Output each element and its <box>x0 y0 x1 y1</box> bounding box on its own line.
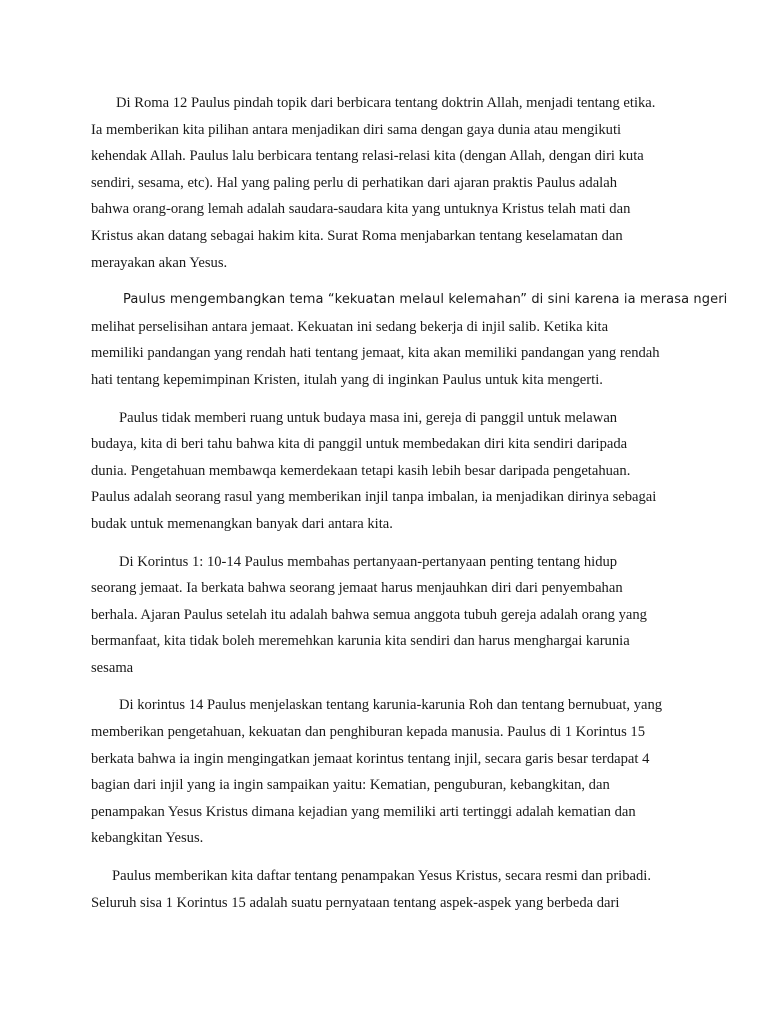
text-line: memberikan pengetahuan, kekuatan dan penghiburan kepada manusia. Paulus di 1 Korintus 15 <box>91 724 646 741</box>
text-line: Seluruh sisa 1 Korintus 15 adalah suatu pernyataan tentang aspek-aspek yang berbeda dari <box>91 894 620 911</box>
text-line: Di korintus 14 Paulus menjelaskan tentang karunia-karunia Roh dan tentang bernubuat, yang <box>119 697 663 714</box>
text-line: Kristus akan datang sebagai hakim kita. Surat Roma menjabarkan tentang keselamatan dan <box>91 227 623 244</box>
document-body <box>91 90 728 927</box>
text-line: bagian dari injil yang ia ingin sampaikan yaitu: Kematian, penguburan, kebangkitan, dan <box>91 777 610 794</box>
text-line: melihat perselisihan antara jemaat. Kekuatan ini sedang bekerja di injil salib. Ketika kita <box>91 318 609 335</box>
text-line: Di Korintus 1: 10-14 Paulus membahas pertanyaan-pertanyaan penting tentang hidup <box>119 553 618 570</box>
text-line: budak untuk memenangkan banyak dari antara kita. <box>91 515 393 532</box>
text-line: hati tentang kepemimpinan Kristen, itulah yang di inginkan Paulus untuk kita mengerti. <box>91 371 603 388</box>
text-line: merayakan akan Yesus. <box>91 254 228 271</box>
text-line: seorang jemaat. Ia berkata bahwa seorang jemaat harus menjauhkan diri dari penyembahan <box>91 580 623 597</box>
text-line: Paulus tidak memberi ruang untuk budaya masa ini, gereja di panggil untuk melawan <box>119 409 618 426</box>
text-line: Paulus mengembangkan tema “kekuatan melaul kelemahan” di sini karena ia merasa ngeri <box>123 292 728 308</box>
text-line: berkata bahwa ia ingin mengingatkan jemaat korintus tentang injil, secara garis besar terdapat 4 <box>91 750 650 767</box>
text-line: Ia memberikan kita pilihan antara menjadikan diri sama dengan gaya dunia atau mengikuti <box>91 121 622 138</box>
paragraph-4 <box>91 549 691 682</box>
text-line: kebangkitan Yesus. <box>91 830 204 847</box>
text-line: memiliki pandangan yang rendah hati tentang jemaat, kita akan memiliki pandangan yang rendah <box>91 345 660 362</box>
text-line: budaya, kita di beri tahu bahwa kita di panggil untuk membedakan diri kita sendiri daripada <box>91 436 628 453</box>
paragraph-5 <box>91 692 691 852</box>
text-line: Paulus memberikan kita daftar tentang penampakan Yesus Kristus, secara resmi dan pribadi. <box>112 868 652 885</box>
text-line: Di Roma 12 Paulus pindah topik dari berbicara tentang doktrin Allah, menjadi tentang etika. <box>116 95 656 111</box>
text-line: kehendak Allah. Paulus lalu berbicara tentang relasi-relasi kita (dengan Allah, dengan diri kuta <box>91 148 644 165</box>
text-line: berhala. Ajaran Paulus setelah itu adalah bahwa semua anggota tubuh gereja adalah orang yang <box>91 606 647 623</box>
text-line: bermanfaat, kita tidak boleh meremehkan karunia kita sendiri dan harus menghargai karunia <box>91 633 630 650</box>
text-line: sendiri, sesama, etc). Hal yang paling perlu di perhatikan dari ajaran praktis Paulus adalah <box>91 174 618 191</box>
paragraph-6 <box>91 863 691 916</box>
text-line: Paulus adalah seorang rasul yang memberikan injil tanpa imbalan, ia menjadikan dirinya sebagai <box>91 489 657 506</box>
paragraph-1 <box>91 90 691 276</box>
text-line: sesama <box>91 659 134 676</box>
text-line: bahwa orang-orang lemah adalah saudara-saudara kita yang untuknya Kristus telah mati dan <box>91 201 631 218</box>
text-line: penampakan Yesus Kristus dimana kejadian yang memiliki arti tertinggi adalah kematian dan <box>91 803 636 820</box>
paragraph-3 <box>91 405 691 538</box>
text-line: dunia. Pengetahuan membawqa kemerdekaan tetapi kasih lebih besar daripada pengetahuan. <box>91 462 631 479</box>
paragraph-2 <box>91 287 728 393</box>
